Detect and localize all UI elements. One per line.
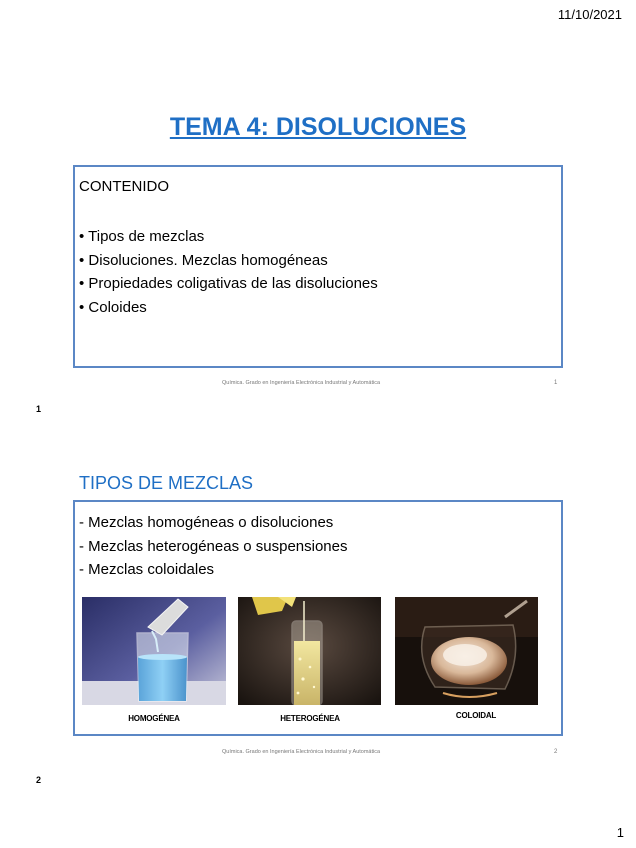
slide2-number: 2 [36, 775, 42, 785]
list-item: • Tipos de mezclas [79, 228, 205, 245]
slide2-list [79, 511, 348, 582]
list-item: - Mezclas homogéneas o disoluciones [79, 514, 334, 531]
slide1-list [79, 225, 378, 319]
colloid-photo [395, 597, 538, 705]
document-page-number: 1 [616, 825, 624, 840]
slide1-heading: CONTENIDO [79, 178, 169, 195]
caption-homogeneous: HOMOGÉNEA [128, 714, 180, 723]
homogeneous-photo [82, 597, 226, 705]
list-item: • Propiedades coligativas de las disoluciones [79, 275, 378, 292]
slide2-title: TIPOS DE MEZCLAS [79, 473, 254, 493]
slide1-page: 1 [554, 380, 558, 386]
print-date: 11/10/2021 [557, 7, 622, 22]
slide1-title: TEMA 4: DISOLUCIONES [169, 113, 467, 141]
list-item: • Coloides [79, 298, 147, 316]
slide2-page: 2 [554, 749, 558, 755]
list-item: - Mezclas heterogéneas o suspensiones [79, 537, 348, 555]
list-item: - Mezclas coloidales [79, 561, 215, 578]
slide1-number: 1 [36, 404, 42, 414]
caption-colloid: COLOIDAL [455, 711, 497, 720]
heterogeneous-photo [238, 597, 381, 705]
list-item: • Disoluciones. Mezclas homogéneas [79, 251, 328, 269]
slide2-footer: Química. Grado en Ingeniería Electrónica Industrial y Automática [222, 749, 381, 755]
slide1-footer: Química. Grado en Ingeniería Electrónica Industrial y Automática [222, 380, 381, 386]
caption-heterogeneous: HETEROGÉNEA [280, 714, 340, 723]
